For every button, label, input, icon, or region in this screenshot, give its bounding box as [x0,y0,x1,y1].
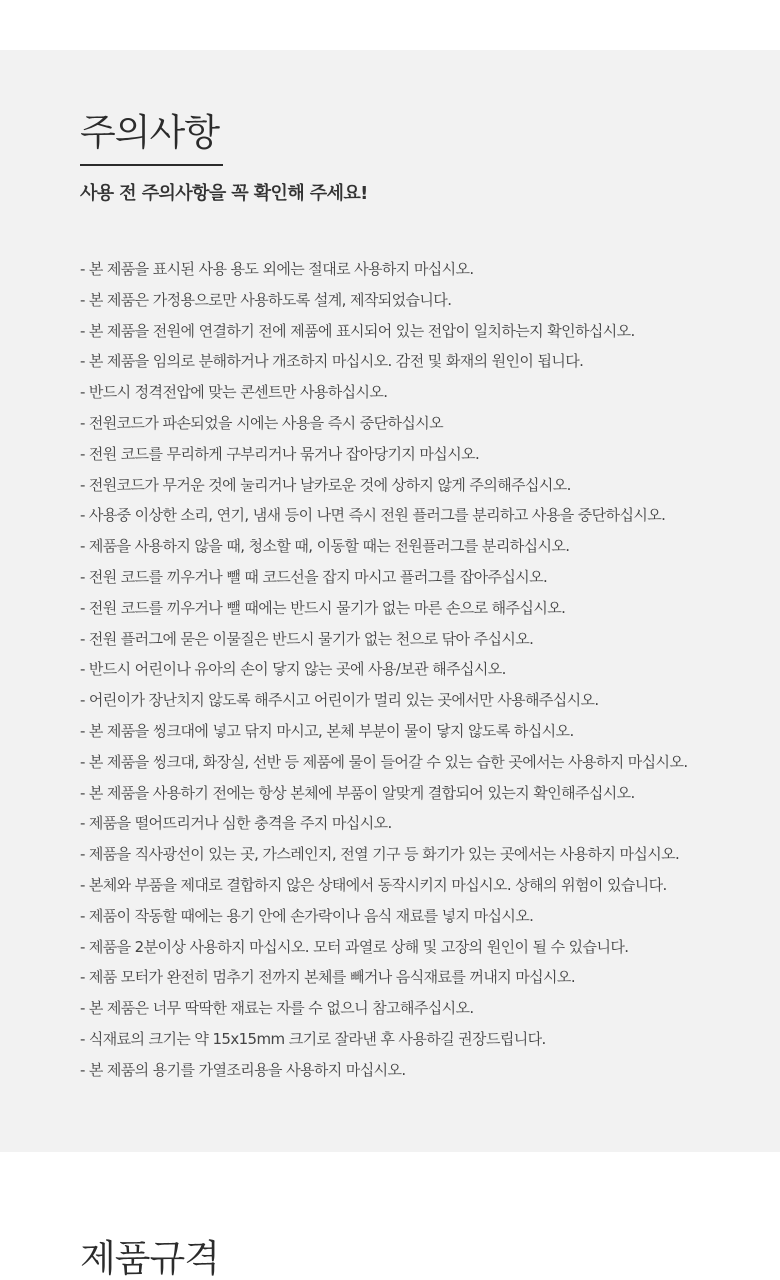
spec-title: 제품규격 [80,1237,219,1280]
bullet-dash: - [80,413,85,432]
bullet-dash: - [80,598,85,617]
caution-item-text: 어린이가 장난치지 않도록 해주시고 어린이가 멀리 있는 곳에서만 사용해주십시오. [88,691,599,710]
bullet-dash: - [80,1060,85,1079]
caution-item [80,316,760,347]
caution-item-text: 전원코드가 파손되었을 시에는 사용을 즉시 중단하십시오 [88,413,444,432]
caution-item-text: 본 제품을 임의로 분해하거나 개조하지 마십시오. 감전 및 화재의 원인이 됩니다. [88,352,584,371]
caution-item [80,624,760,655]
bullet-dash: - [80,814,85,833]
caution-item-text: 식재료의 크기는 약 15x15mm 크기로 잘라낸 후 사용하길 권장드립니다. [88,1029,546,1048]
caution-item-text: 전원 코드를 끼우거나 뺄 때 코드선을 잡지 마시고 플러그를 잡아주십시오. [88,567,548,586]
caution-item [80,716,760,747]
caution-item-text: 제품을 떨어뜨리거나 심한 충격을 주지 마십시오. [88,814,392,833]
bullet-dash: - [80,937,85,956]
caution-item-text: 제품이 작동할 때에는 용기 안에 손가락이나 음식 재료를 넣지 마십시오. [88,906,534,925]
caution-item [80,901,760,932]
caution-item-text: 제품 모터가 완전히 멈추기 전까지 본체를 빼거나 음식재료를 꺼내지 마십시오. [88,968,575,987]
caution-item-text: 사용중 이상한 소리, 연기, 냄새 등이 나면 즉시 전원 플러그를 분리하고 사용을 중단하십시오. [88,506,666,525]
caution-item-text: 전원 플러그에 묻은 이물질은 반드시 물기가 없는 천으로 닦아 주십시오. [88,629,534,648]
caution-item-text: 본 제품은 가정용으로만 사용하도록 설계, 제작되었습니다. [88,290,452,309]
caution-item [80,747,760,778]
bullet-dash: - [80,845,85,864]
caution-item-text: 전원코드가 무거운 것에 눌리거나 날카로운 것에 상하지 않게 주의해주십시오. [88,475,571,494]
caution-item [80,778,760,809]
bullet-dash: - [80,752,85,771]
caution-item-text: 본 제품을 씽크대, 화장실, 선반 등 제품에 물이 들어갈 수 있는 습한 곳에서는 사용하지 마십시오. [88,752,688,771]
caution-item [80,470,760,501]
bullet-dash: - [80,506,85,525]
caution-item [80,439,760,470]
caution-item [80,870,760,901]
bullet-dash: - [80,290,85,309]
caution-item [80,500,760,531]
caution-item [80,962,760,993]
bullet-dash: - [80,537,85,556]
caution-item [80,562,760,593]
caution-item-text: 본 제품을 표시된 사용 용도 외에는 절대로 사용하지 마십시오. [88,260,474,278]
caution-item-text: 본 제품은 너무 딱딱한 재료는 자를 수 없으니 참고해주십시오. [88,999,474,1018]
caution-item [80,993,760,1024]
caution-item-text: 본 제품을 사용하기 전에는 항상 본체에 부품이 알맞게 결합되어 있는지 확인해주십시오. [88,783,635,802]
caution-item [80,1024,760,1055]
bullet-dash: - [80,1029,85,1048]
caution-item [80,839,760,870]
caution-item [80,654,760,685]
bullet-dash: - [80,629,85,648]
caution-item-text: 본 제품을 전원에 연결하기 전에 제품에 표시되어 있는 전압이 일치하는지 확인하십시오. [88,321,635,340]
caution-item [80,254,760,285]
bullet-dash: - [80,321,85,340]
bullet-dash: - [80,567,85,586]
bullet-dash: - [80,660,85,679]
caution-item-text: 본 제품을 씽크대에 넣고 닦지 마시고, 본체 부분이 물이 닿지 않도록 하십시오. [88,721,574,740]
caution-item-text: 전원 코드를 무리하게 구부리거나 묶거나 잡아당기지 마십시오. [88,444,480,463]
caution-subtitle: 사용 전 주의사항을 꼭 확인해 주세요! [80,183,368,204]
caution-title: 주의사항 [80,111,219,154]
caution-item [80,808,760,839]
bullet-dash: - [80,352,85,371]
bullet-dash: - [80,999,85,1018]
title-underline [80,164,223,166]
caution-item [80,685,760,716]
caution-item-text: 제품을 직사광선이 있는 곳, 가스레인지, 전열 기구 등 화기가 있는 곳에서는 사용하지 마십시오. [88,845,680,864]
bullet-dash: - [80,475,85,494]
caution-item [80,408,760,439]
caution-section [0,50,780,1152]
caution-item-text: 전원 코드를 끼우거나 뺄 때에는 반드시 물기가 없는 마른 손으로 해주십시오. [88,598,566,617]
bullet-dash: - [80,968,85,987]
caution-item-text: 본 제품의 용기를 가열조리용을 사용하지 마십시오. [88,1060,406,1079]
caution-item-text: 반드시 어린이나 유아의 손이 닿지 않는 곳에 사용/보관 해주십시오. [88,660,506,679]
caution-item-text: 본체와 부품을 제대로 결합하지 않은 상태에서 동작시키지 마십시오. 상해의 위험이 있습니다. [88,875,667,894]
caution-list [80,254,760,1086]
caution-item [80,346,760,377]
bullet-dash: - [80,875,85,894]
bullet-dash: - [80,906,85,925]
caution-item [80,285,760,316]
bullet-dash: - [80,783,85,802]
caution-item [80,1055,760,1086]
bullet-dash: - [80,383,85,402]
bullet-dash: - [80,260,85,278]
bullet-dash: - [80,721,85,740]
caution-item [80,377,760,408]
caution-item-text: 제품을 2분이상 사용하지 마십시오. 모터 과열로 상해 및 고장의 원인이 될 수 있습니다. [88,937,629,956]
bullet-dash: - [80,444,85,463]
bullet-dash: - [80,691,85,710]
caution-item-text: 제품을 사용하지 않을 때, 청소할 때, 이동할 때는 전원플러그를 분리하십시오. [88,537,570,556]
caution-item [80,932,760,963]
caution-item [80,593,760,624]
caution-item-text: 반드시 정격전압에 맞는 콘센트만 사용하십시오. [88,383,388,402]
caution-item [80,531,760,562]
